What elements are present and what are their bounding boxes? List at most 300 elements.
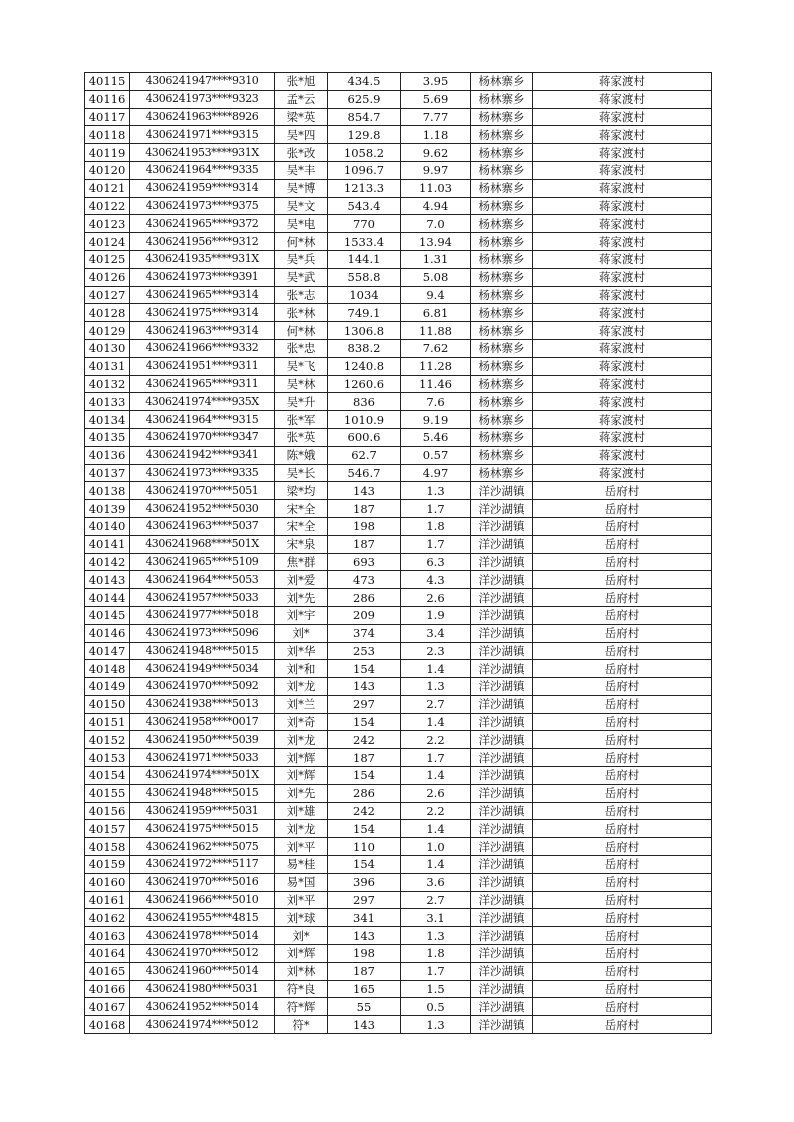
cell-township: 杨林寨乡 [471, 233, 533, 251]
cell-row-number: 40136 [85, 446, 130, 464]
cell-id-number: 4306241965****9372 [130, 215, 275, 233]
table-row [85, 322, 712, 340]
cell-village: 蒋家渡村 [533, 179, 712, 197]
cell-row-number: 40164 [85, 945, 130, 963]
cell-value: 7.6 [401, 393, 471, 411]
cell-township: 洋沙湖镇 [471, 784, 533, 802]
cell-name: 刘*爱 [275, 571, 328, 589]
cell-township: 洋沙湖镇 [471, 945, 533, 963]
table-row [85, 571, 712, 589]
cell-row-number: 40162 [85, 909, 130, 927]
cell-row-number: 40128 [85, 304, 130, 322]
cell-township: 洋沙湖镇 [471, 873, 533, 891]
cell-name: 刘*辉 [275, 945, 328, 963]
table-row [85, 713, 712, 731]
cell-township: 洋沙湖镇 [471, 482, 533, 500]
cell-township: 杨林寨乡 [471, 411, 533, 429]
cell-row-number: 40127 [85, 286, 130, 304]
cell-village: 岳府村 [533, 678, 712, 696]
cell-village: 岳府村 [533, 624, 712, 642]
cell-name: 吴*林 [275, 375, 328, 393]
table-row [85, 482, 712, 500]
cell-village: 岳府村 [533, 535, 712, 553]
cell-value: 3.6 [401, 873, 471, 891]
table-row [85, 250, 712, 268]
cell-name: 刘* [275, 927, 328, 945]
table-row [85, 161, 712, 179]
table-row [85, 660, 712, 678]
cell-amount: 749.1 [328, 304, 401, 322]
cell-amount: 154 [328, 856, 401, 874]
cell-value: 3.95 [401, 73, 471, 91]
cell-id-number: 4306241972****5117 [130, 856, 275, 874]
cell-village: 蒋家渡村 [533, 144, 712, 162]
cell-value: 6.81 [401, 304, 471, 322]
cell-village: 蒋家渡村 [533, 286, 712, 304]
cell-id-number: 4306241965****5109 [130, 553, 275, 571]
cell-value: 1.3 [401, 1016, 471, 1034]
cell-amount: 187 [328, 500, 401, 518]
cell-value: 9.97 [401, 161, 471, 179]
cell-id-number: 4306241975****5015 [130, 820, 275, 838]
cell-id-number: 4306241971****5033 [130, 749, 275, 767]
cell-value: 11.28 [401, 357, 471, 375]
table-row [85, 375, 712, 393]
cell-value: 2.7 [401, 891, 471, 909]
cell-value: 7.62 [401, 339, 471, 357]
cell-value: 1.7 [401, 749, 471, 767]
cell-row-number: 40121 [85, 179, 130, 197]
table-row [85, 517, 712, 535]
cell-township: 杨林寨乡 [471, 90, 533, 108]
cell-value: 3.1 [401, 909, 471, 927]
cell-amount: 374 [328, 624, 401, 642]
cell-id-number: 4306241975****9314 [130, 304, 275, 322]
cell-row-number: 40137 [85, 464, 130, 482]
cell-name: 刘*兰 [275, 695, 328, 713]
cell-row-number: 40115 [85, 73, 130, 91]
cell-village: 岳府村 [533, 856, 712, 874]
cell-name: 刘*辉 [275, 749, 328, 767]
cell-value: 3.4 [401, 624, 471, 642]
cell-township: 杨林寨乡 [471, 357, 533, 375]
cell-village: 蒋家渡村 [533, 268, 712, 286]
cell-row-number: 40143 [85, 571, 130, 589]
cell-township: 杨林寨乡 [471, 393, 533, 411]
cell-id-number: 4306241964****5053 [130, 571, 275, 589]
cell-township: 杨林寨乡 [471, 375, 533, 393]
cell-village: 蒋家渡村 [533, 322, 712, 340]
cell-value: 2.2 [401, 731, 471, 749]
cell-township: 洋沙湖镇 [471, 749, 533, 767]
cell-village: 蒋家渡村 [533, 197, 712, 215]
cell-row-number: 40148 [85, 660, 130, 678]
cell-amount: 143 [328, 927, 401, 945]
table-row [85, 553, 712, 571]
cell-row-number: 40145 [85, 606, 130, 624]
cell-village: 蒋家渡村 [533, 73, 712, 91]
cell-township: 洋沙湖镇 [471, 553, 533, 571]
cell-name: 刘*宇 [275, 606, 328, 624]
cell-village: 蒋家渡村 [533, 108, 712, 126]
cell-row-number: 40151 [85, 713, 130, 731]
cell-value: 1.4 [401, 820, 471, 838]
cell-value: 1.9 [401, 606, 471, 624]
table-row [85, 980, 712, 998]
cell-township: 洋沙湖镇 [471, 927, 533, 945]
table-row [85, 428, 712, 446]
cell-id-number: 4306241951****9311 [130, 357, 275, 375]
cell-value: 2.2 [401, 802, 471, 820]
cell-amount: 198 [328, 517, 401, 535]
cell-row-number: 40139 [85, 500, 130, 518]
cell-id-number: 4306241950****5039 [130, 731, 275, 749]
cell-township: 洋沙湖镇 [471, 517, 533, 535]
cell-amount: 55 [328, 998, 401, 1016]
cell-amount: 187 [328, 749, 401, 767]
cell-township: 杨林寨乡 [471, 126, 533, 144]
cell-id-number: 4306241963****5037 [130, 517, 275, 535]
cell-row-number: 40163 [85, 927, 130, 945]
cell-id-number: 4306241970****5092 [130, 678, 275, 696]
cell-id-number: 4306241964****9315 [130, 411, 275, 429]
table-row [85, 90, 712, 108]
table-row [85, 179, 712, 197]
cell-township: 洋沙湖镇 [471, 624, 533, 642]
cell-amount: 1058.2 [328, 144, 401, 162]
cell-row-number: 40134 [85, 411, 130, 429]
cell-value: 1.7 [401, 962, 471, 980]
cell-value: 4.3 [401, 571, 471, 589]
cell-village: 蒋家渡村 [533, 375, 712, 393]
cell-township: 洋沙湖镇 [471, 589, 533, 607]
cell-row-number: 40122 [85, 197, 130, 215]
cell-amount: 143 [328, 678, 401, 696]
cell-id-number: 4306241966****9332 [130, 339, 275, 357]
cell-amount: 154 [328, 713, 401, 731]
cell-row-number: 40140 [85, 517, 130, 535]
table-row [85, 873, 712, 891]
cell-name: 刘*龙 [275, 731, 328, 749]
cell-id-number: 4306241973****9375 [130, 197, 275, 215]
cell-township: 洋沙湖镇 [471, 802, 533, 820]
table-row [85, 695, 712, 713]
cell-row-number: 40155 [85, 784, 130, 802]
cell-row-number: 40132 [85, 375, 130, 393]
cell-name: 陈*娥 [275, 446, 328, 464]
cell-value: 0.5 [401, 998, 471, 1016]
cell-value: 1.4 [401, 660, 471, 678]
cell-township: 杨林寨乡 [471, 197, 533, 215]
cell-township: 洋沙湖镇 [471, 571, 533, 589]
cell-amount: 198 [328, 945, 401, 963]
cell-name: 刘*平 [275, 891, 328, 909]
cell-amount: 558.8 [328, 268, 401, 286]
cell-value: 7.77 [401, 108, 471, 126]
cell-value: 4.94 [401, 197, 471, 215]
cell-village: 蒋家渡村 [533, 90, 712, 108]
cell-amount: 693 [328, 553, 401, 571]
cell-name: 何*林 [275, 322, 328, 340]
cell-village: 蒋家渡村 [533, 233, 712, 251]
cell-id-number: 4306241973****9323 [130, 90, 275, 108]
cell-amount: 838.2 [328, 339, 401, 357]
cell-name: 张*志 [275, 286, 328, 304]
cell-value: 1.7 [401, 500, 471, 518]
cell-township: 洋沙湖镇 [471, 891, 533, 909]
cell-id-number: 4306241974****5012 [130, 1016, 275, 1034]
records-table-body [85, 73, 712, 1034]
cell-village: 岳府村 [533, 517, 712, 535]
cell-amount: 129.8 [328, 126, 401, 144]
cell-row-number: 40157 [85, 820, 130, 838]
cell-village: 岳府村 [533, 553, 712, 571]
cell-id-number: 4306241959****9314 [130, 179, 275, 197]
cell-township: 杨林寨乡 [471, 428, 533, 446]
table-row [85, 339, 712, 357]
cell-amount: 396 [328, 873, 401, 891]
cell-id-number: 4306241966****5010 [130, 891, 275, 909]
cell-name: 符*辉 [275, 998, 328, 1016]
cell-name: 张*旭 [275, 73, 328, 91]
cell-township: 洋沙湖镇 [471, 731, 533, 749]
cell-amount: 62.7 [328, 446, 401, 464]
cell-village: 岳府村 [533, 642, 712, 660]
cell-id-number: 4306241942****9341 [130, 446, 275, 464]
cell-value: 2.6 [401, 784, 471, 802]
cell-township: 洋沙湖镇 [471, 820, 533, 838]
cell-row-number: 40165 [85, 962, 130, 980]
cell-amount: 341 [328, 909, 401, 927]
table-row [85, 891, 712, 909]
cell-name: 张*忠 [275, 339, 328, 357]
cell-name: 吴*升 [275, 393, 328, 411]
cell-village: 岳府村 [533, 838, 712, 856]
table-row [85, 73, 712, 91]
cell-row-number: 40144 [85, 589, 130, 607]
cell-value: 1.3 [401, 482, 471, 500]
cell-name: 符*良 [275, 980, 328, 998]
cell-name: 梁*英 [275, 108, 328, 126]
cell-amount: 473 [328, 571, 401, 589]
cell-amount: 1240.8 [328, 357, 401, 375]
cell-row-number: 40141 [85, 535, 130, 553]
cell-amount: 253 [328, 642, 401, 660]
cell-value: 9.4 [401, 286, 471, 304]
table-row [85, 945, 712, 963]
cell-value: 11.88 [401, 322, 471, 340]
cell-row-number: 40150 [85, 695, 130, 713]
cell-value: 2.6 [401, 589, 471, 607]
table-row [85, 144, 712, 162]
cell-township: 杨林寨乡 [471, 268, 533, 286]
cell-id-number: 4306241965****9311 [130, 375, 275, 393]
cell-name: 刘*奇 [275, 713, 328, 731]
cell-amount: 1010.9 [328, 411, 401, 429]
cell-village: 岳府村 [533, 660, 712, 678]
table-row [85, 464, 712, 482]
cell-village: 岳府村 [533, 945, 712, 963]
cell-id-number: 4306241970****5016 [130, 873, 275, 891]
table-row [85, 820, 712, 838]
cell-id-number: 4306241973****9391 [130, 268, 275, 286]
table-row [85, 624, 712, 642]
cell-name: 吴*丰 [275, 161, 328, 179]
cell-township: 洋沙湖镇 [471, 678, 533, 696]
table-row [85, 856, 712, 874]
cell-amount: 187 [328, 962, 401, 980]
cell-value: 6.3 [401, 553, 471, 571]
cell-amount: 1260.6 [328, 375, 401, 393]
cell-amount: 144.1 [328, 250, 401, 268]
cell-row-number: 40166 [85, 980, 130, 998]
cell-name: 孟*云 [275, 90, 328, 108]
cell-village: 岳府村 [533, 998, 712, 1016]
table-row [85, 357, 712, 375]
cell-id-number: 4306241963****9314 [130, 322, 275, 340]
cell-value: 9.62 [401, 144, 471, 162]
cell-village: 蒋家渡村 [533, 215, 712, 233]
records-table [84, 72, 712, 1034]
cell-amount: 600.6 [328, 428, 401, 446]
table-row [85, 767, 712, 785]
cell-id-number: 4306241949****5034 [130, 660, 275, 678]
cell-township: 杨林寨乡 [471, 304, 533, 322]
cell-name: 易*国 [275, 873, 328, 891]
cell-township: 杨林寨乡 [471, 73, 533, 91]
cell-township: 杨林寨乡 [471, 250, 533, 268]
table-row [85, 606, 712, 624]
cell-name: 刘*球 [275, 909, 328, 927]
cell-name: 宋*全 [275, 500, 328, 518]
cell-id-number: 4306241958****0017 [130, 713, 275, 731]
cell-amount: 1533.4 [328, 233, 401, 251]
cell-row-number: 40167 [85, 998, 130, 1016]
cell-row-number: 40118 [85, 126, 130, 144]
table-row [85, 1016, 712, 1034]
cell-village: 蒋家渡村 [533, 464, 712, 482]
cell-township: 洋沙湖镇 [471, 856, 533, 874]
cell-township: 杨林寨乡 [471, 464, 533, 482]
cell-id-number: 4306241953****931X [130, 144, 275, 162]
cell-township: 洋沙湖镇 [471, 838, 533, 856]
cell-id-number: 4306241957****5033 [130, 589, 275, 607]
cell-amount: 187 [328, 535, 401, 553]
cell-row-number: 40138 [85, 482, 130, 500]
cell-value: 1.4 [401, 713, 471, 731]
table-row [85, 304, 712, 322]
cell-village: 蒋家渡村 [533, 161, 712, 179]
cell-id-number: 4306241973****9335 [130, 464, 275, 482]
cell-value: 11.03 [401, 179, 471, 197]
cell-id-number: 4306241974****935X [130, 393, 275, 411]
cell-id-number: 4306241963****8926 [130, 108, 275, 126]
cell-village: 岳府村 [533, 909, 712, 927]
cell-value: 1.8 [401, 517, 471, 535]
table-row [85, 446, 712, 464]
table-row [85, 927, 712, 945]
cell-value: 1.7 [401, 535, 471, 553]
cell-township: 杨林寨乡 [471, 108, 533, 126]
cell-name: 张*英 [275, 428, 328, 446]
cell-village: 蒋家渡村 [533, 446, 712, 464]
cell-village: 岳府村 [533, 980, 712, 998]
cell-name: 吴*博 [275, 179, 328, 197]
cell-name: 刘*先 [275, 784, 328, 802]
cell-id-number: 4306241974****501X [130, 767, 275, 785]
table-row [85, 411, 712, 429]
cell-amount: 770 [328, 215, 401, 233]
cell-name: 张*林 [275, 304, 328, 322]
cell-row-number: 40146 [85, 624, 130, 642]
cell-row-number: 40131 [85, 357, 130, 375]
cell-id-number: 4306241948****5015 [130, 642, 275, 660]
table-row [85, 500, 712, 518]
table-row [85, 962, 712, 980]
table-row [85, 286, 712, 304]
cell-village: 岳府村 [533, 500, 712, 518]
cell-row-number: 40124 [85, 233, 130, 251]
cell-value: 13.94 [401, 233, 471, 251]
cell-id-number: 4306241948****5015 [130, 784, 275, 802]
cell-township: 杨林寨乡 [471, 322, 533, 340]
table-row [85, 197, 712, 215]
cell-township: 洋沙湖镇 [471, 980, 533, 998]
cell-amount: 286 [328, 589, 401, 607]
cell-township: 杨林寨乡 [471, 215, 533, 233]
cell-township: 洋沙湖镇 [471, 500, 533, 518]
cell-amount: 154 [328, 660, 401, 678]
cell-row-number: 40160 [85, 873, 130, 891]
cell-id-number: 4306241956****9312 [130, 233, 275, 251]
cell-township: 洋沙湖镇 [471, 660, 533, 678]
cell-id-number: 4306241968****501X [130, 535, 275, 553]
cell-id-number: 4306241947****9310 [130, 73, 275, 91]
cell-amount: 110 [328, 838, 401, 856]
cell-township: 洋沙湖镇 [471, 998, 533, 1016]
cell-township: 洋沙湖镇 [471, 695, 533, 713]
cell-row-number: 40126 [85, 268, 130, 286]
cell-value: 7.0 [401, 215, 471, 233]
cell-name: 符* [275, 1016, 328, 1034]
cell-name: 刘*龙 [275, 820, 328, 838]
cell-id-number: 4306241952****5014 [130, 998, 275, 1016]
cell-value: 1.3 [401, 678, 471, 696]
cell-amount: 434.5 [328, 73, 401, 91]
cell-id-number: 4306241965****9314 [130, 286, 275, 304]
cell-township: 洋沙湖镇 [471, 962, 533, 980]
cell-township: 洋沙湖镇 [471, 1016, 533, 1034]
cell-name: 吴*文 [275, 197, 328, 215]
cell-amount: 1034 [328, 286, 401, 304]
cell-row-number: 40161 [85, 891, 130, 909]
table-row [85, 126, 712, 144]
cell-name: 刘*雄 [275, 802, 328, 820]
cell-id-number: 4306241938****5013 [130, 695, 275, 713]
cell-name: 吴*兵 [275, 250, 328, 268]
cell-amount: 1306.8 [328, 322, 401, 340]
cell-township: 杨林寨乡 [471, 179, 533, 197]
cell-value: 11.46 [401, 375, 471, 393]
cell-id-number: 4306241960****5014 [130, 962, 275, 980]
cell-township: 杨林寨乡 [471, 144, 533, 162]
cell-row-number: 40152 [85, 731, 130, 749]
cell-village: 岳府村 [533, 749, 712, 767]
cell-value: 5.69 [401, 90, 471, 108]
cell-township: 杨林寨乡 [471, 286, 533, 304]
table-row [85, 802, 712, 820]
cell-name: 吴*电 [275, 215, 328, 233]
